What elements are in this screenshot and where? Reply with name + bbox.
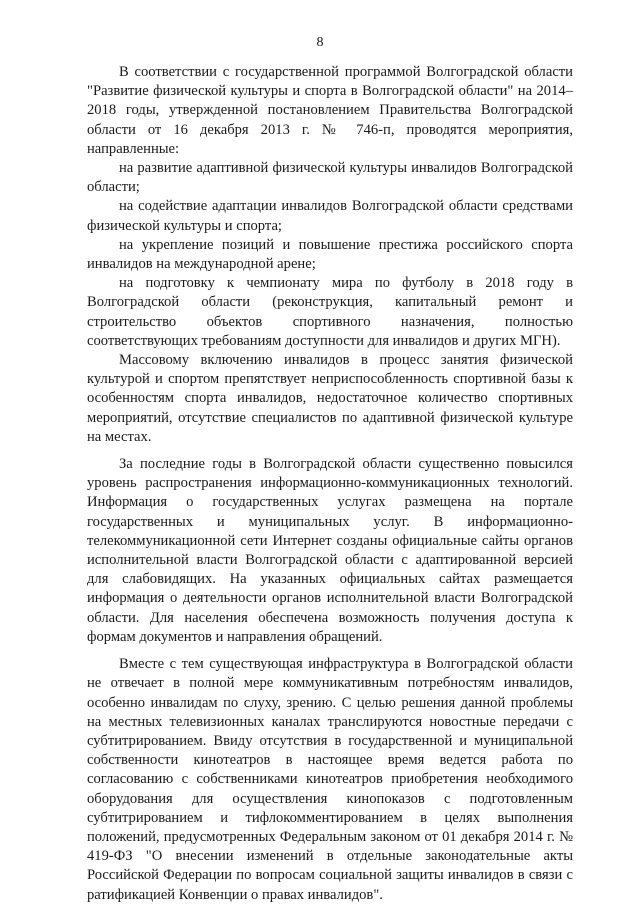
paragraph-infrastructure: Вместе с тем существующая инфраструктура в Волгоградской области не отвечает в полной мере коммуникативным потребностям инвалидов, особенно инвалидам по слуху, зрению. С целью решения данной проблемы на местных телевизионных каналах транслируются новостные передачи с субтитрированием. Ввиду отсутствия в государственной и муниципальной собственности кинотеатров в настоящее время ведется работа по согласованию с собственниками кинотеатров приобретения необходимого оборудования для осуществления кинопоказов с подготовленным субтитрированием и тифлокомментированием в целях выполнения положений, предусмотренных Федеральным законом от 01 декабря 2014 г. № 419-ФЗ "О внесении изменений в отдельные законодательные акты Российской Федерации по вопросам социальной защиты инвалидов в связи с ратификацией Конвенции о правах инвалидов". (87, 656, 573, 903)
paragraph-international-prestige: на укрепление позиций и повышение престижа российского спорта инвалидов на международной арене; (87, 236, 573, 273)
paragraph-adaptation: на содействие адаптации инвалидов Волгоградской области средствами физической культуры и спорта; (87, 198, 573, 234)
page-number: 8 (316, 35, 324, 50)
paragraph-adaptive-culture: на развитие адаптивной физической культуры инвалидов Волгоградской области; (87, 160, 573, 196)
document-body (87, 63, 573, 905)
paragraph-obstacles: Массовому включению инвалидов в процесс занятия физической культурой и спортом препятствует неприспособленность спортивной базы к особенностям спорта инвалидов, недостаточное количество спортивных мероприятий, отсутствие специалистов по адаптивной физической культуре на местах. (87, 352, 573, 445)
paragraph-world-cup: на подготовку к чемпионату мира по футболу в 2018 году в Волгоградской области (реконструкция, капитальный ремонт и строительство объектов спортивного назначения, полностью соответствующих требованиям доступности для инвалидов и других МГН). (87, 275, 573, 349)
paragraph-ict: За последние годы в Волгоградской области существенно повысился уровень распространения информационно-коммуникационных технологий. Информация о государственных услугах размещена на портале государственных и муниципальных услуг. В информационно-телекоммуникационной сети Интернет созданы официальные сайты органов исполнительной власти Волгоградской области с адаптированной версией для слабовидящих. На указанных официальных сайтах размещается информация о деятельности органов исполнительной власти Волгоградской области. Для населения обеспечена возможность получения доступа к формам документов и направления обращений. (87, 456, 573, 645)
paragraph-program-intro: В соответствии с государственной программой Волгоградской области "Развитие физической культуры и спорта в Волгоградской области" на 2014–2018 годы, утвержденной постановлением Правительства Волгоградской области от 16 декабря 2013 г. № 746-п, проводятся мероприятия, направленные: (87, 64, 573, 157)
